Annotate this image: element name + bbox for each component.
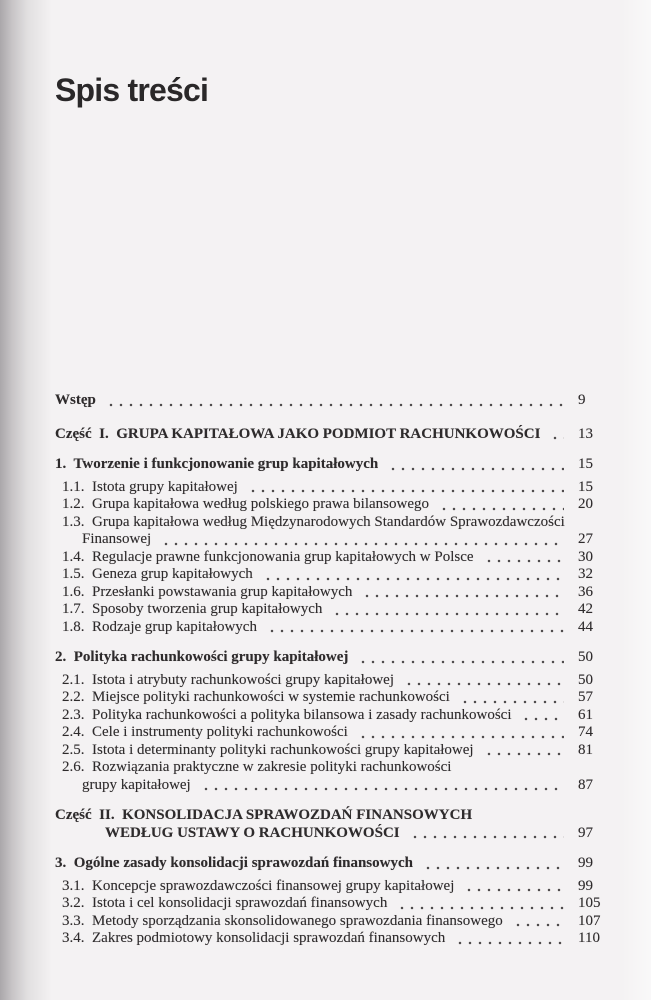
toc-entry-text: 1.5. Geneza grup kapitałowych — [62, 566, 253, 582]
dot-leader — [199, 777, 564, 795]
page-title: Spis treści — [55, 72, 209, 108]
page-number: 30 — [578, 548, 593, 565]
page-number: 13 — [578, 425, 593, 442]
dot-leader — [511, 913, 564, 931]
dot-leader — [437, 496, 564, 514]
table-of-contents — [55, 392, 612, 948]
dot-leader — [482, 742, 564, 760]
toc-entry-text: Wstęp — [55, 392, 96, 408]
toc-entry-text: 2.4. Cele i instrumenty polityki rachunkowości — [62, 724, 348, 740]
toc-entry — [62, 913, 612, 931]
toc-entry-text: 2.2. Miejsce polityki rachunkowości w systemie rachunkowości — [62, 689, 450, 705]
toc-entry-text: 3.1. Koncepcje sprawozdawczości finansowej grupy kapitałowej — [62, 877, 455, 894]
page-number: 32 — [578, 566, 593, 582]
toc-entry — [62, 549, 612, 567]
page-number: 15 — [578, 456, 593, 472]
page-number: 36 — [578, 583, 593, 600]
toc-entry — [62, 724, 612, 742]
page-number: 61 — [578, 706, 593, 723]
toc-entry-text: 1.6. Przesłanki powstawania grup kapitałowych — [62, 583, 353, 600]
page-number: 97 — [578, 824, 593, 841]
page-number: 15 — [578, 478, 593, 495]
toc-entry — [62, 601, 612, 619]
dot-leader — [386, 456, 564, 474]
dot-leader — [159, 531, 564, 549]
toc-entry — [62, 878, 612, 896]
toc-entry-text: 1.2. Grupa kapitałowa według polskiego prawa bilansowego — [62, 496, 429, 512]
page-number: 42 — [578, 601, 593, 617]
dot-leader — [482, 549, 564, 567]
dot-leader — [519, 707, 564, 725]
dot-leader — [356, 649, 564, 667]
toc-entry — [62, 742, 612, 760]
page-number: 20 — [578, 496, 593, 512]
toc-entry-text: 1. Tworzenie i funkcjonowanie grup kapitałowych — [55, 456, 379, 472]
dot-leader — [265, 619, 564, 637]
dot-leader — [356, 724, 564, 742]
toc-entry-text: 2.3. Polityka rachunkowości a polityka bilansowa i zasady rachunkowości — [62, 706, 512, 723]
dot-leader — [261, 566, 564, 584]
toc-entry — [62, 496, 612, 514]
toc-entry — [62, 514, 612, 532]
toc-entry-text: 3. Ogólne zasady konsolidacji sprawozdań finansowych — [55, 855, 413, 871]
dot-leader — [458, 689, 564, 707]
toc-entry — [55, 807, 612, 825]
page-number: 99 — [578, 855, 593, 871]
toc-entry-text: 1.3. Grupa kapitałowa według Międzynarodowych Standardów Sprawozdawczości — [62, 513, 565, 530]
page-number: 99 — [578, 877, 593, 894]
dot-leader — [462, 878, 564, 896]
toc-entry-text: 2. Polityka rachunkowości grupy kapitałowej — [55, 649, 349, 665]
toc-entry — [55, 855, 612, 873]
toc-entry — [55, 649, 612, 667]
page-number: 57 — [578, 689, 593, 705]
dot-leader — [104, 392, 564, 410]
dot-leader — [548, 426, 564, 444]
toc-entry-text: 1.8. Rodzaje grup kapitałowych — [62, 618, 257, 635]
toc-entry-text: 3.4. Zakres podmiotowy konsolidacji sprawozdań finansowych — [62, 930, 446, 946]
toc-entry — [62, 759, 612, 777]
toc-entry — [105, 825, 612, 843]
toc-entry-text: 1.1. Istota grupy kapitałowej — [62, 478, 238, 495]
toc-entry — [62, 930, 612, 948]
toc-entry-text: 2.6. Rozwiązania praktyczne w zakresie polityki rachunkowości — [62, 759, 452, 775]
dot-leader — [330, 601, 564, 619]
toc-entry — [62, 707, 612, 725]
dot-leader — [360, 584, 564, 602]
toc-entry — [55, 392, 612, 410]
dot-leader — [246, 479, 564, 497]
dot-leader — [408, 825, 564, 843]
toc-entry — [62, 619, 612, 637]
toc-entry-text: 3.3. Metody sporządzania skonsolidowanego sprawozdania finansowego — [62, 912, 503, 929]
toc-entry-text: WEDŁUG USTAWY O RACHUNKOWOŚCI — [105, 824, 400, 841]
toc-entry — [62, 672, 612, 690]
toc-entry-text: grupy kapitałowej — [82, 776, 191, 793]
page-number: 50 — [578, 649, 593, 665]
toc-entry-text: 3.2. Istota i cel konsolidacji sprawozdań finansowych — [62, 895, 388, 911]
page-number: 44 — [578, 618, 593, 635]
toc-entry-text: 2.5. Istota i determinanty polityki rachunkowości grupy kapitałowej — [62, 741, 474, 758]
dot-leader — [421, 855, 564, 873]
page-number: 74 — [578, 724, 593, 740]
toc-entry — [62, 895, 612, 913]
page-number: 110 — [578, 930, 600, 946]
page-number: 27 — [578, 531, 593, 547]
page-number: 107 — [578, 912, 601, 929]
page-number: 87 — [578, 776, 593, 793]
page-number: 50 — [578, 671, 593, 688]
toc-entry — [62, 689, 612, 707]
toc-entry — [62, 566, 612, 584]
toc-entry-text: 1.4. Regulacje prawne funkcjonowania grup kapitałowych w Polsce — [62, 548, 474, 565]
toc-entry — [62, 584, 612, 602]
page-number: 105 — [578, 895, 601, 911]
dot-leader — [402, 672, 564, 690]
dot-leader — [453, 930, 564, 948]
toc-entry — [55, 456, 612, 474]
toc-entry — [82, 531, 612, 549]
page-number: 9 — [578, 392, 586, 408]
page-number: 81 — [578, 741, 593, 758]
toc-entry-text: 2.1. Istota i atrybuty rachunkowości grupy kapitałowej — [62, 671, 395, 688]
toc-entry-text: 1.7. Sposoby tworzenia grup kapitałowych — [62, 601, 323, 617]
toc-entry — [62, 479, 612, 497]
toc-entry-text: Część I. GRUPA KAPITAŁOWA JAKO PODMIOT RACHUNKOWOŚCI — [55, 425, 541, 442]
toc-entry-text: Finansowej — [82, 531, 152, 547]
toc-entry — [82, 777, 612, 795]
toc-entry — [55, 426, 612, 444]
toc-entry-text: Część II. KONSOLIDACJA SPRAWOZDAŃ FINANSOWYCH — [55, 807, 473, 823]
dot-leader — [395, 895, 564, 913]
